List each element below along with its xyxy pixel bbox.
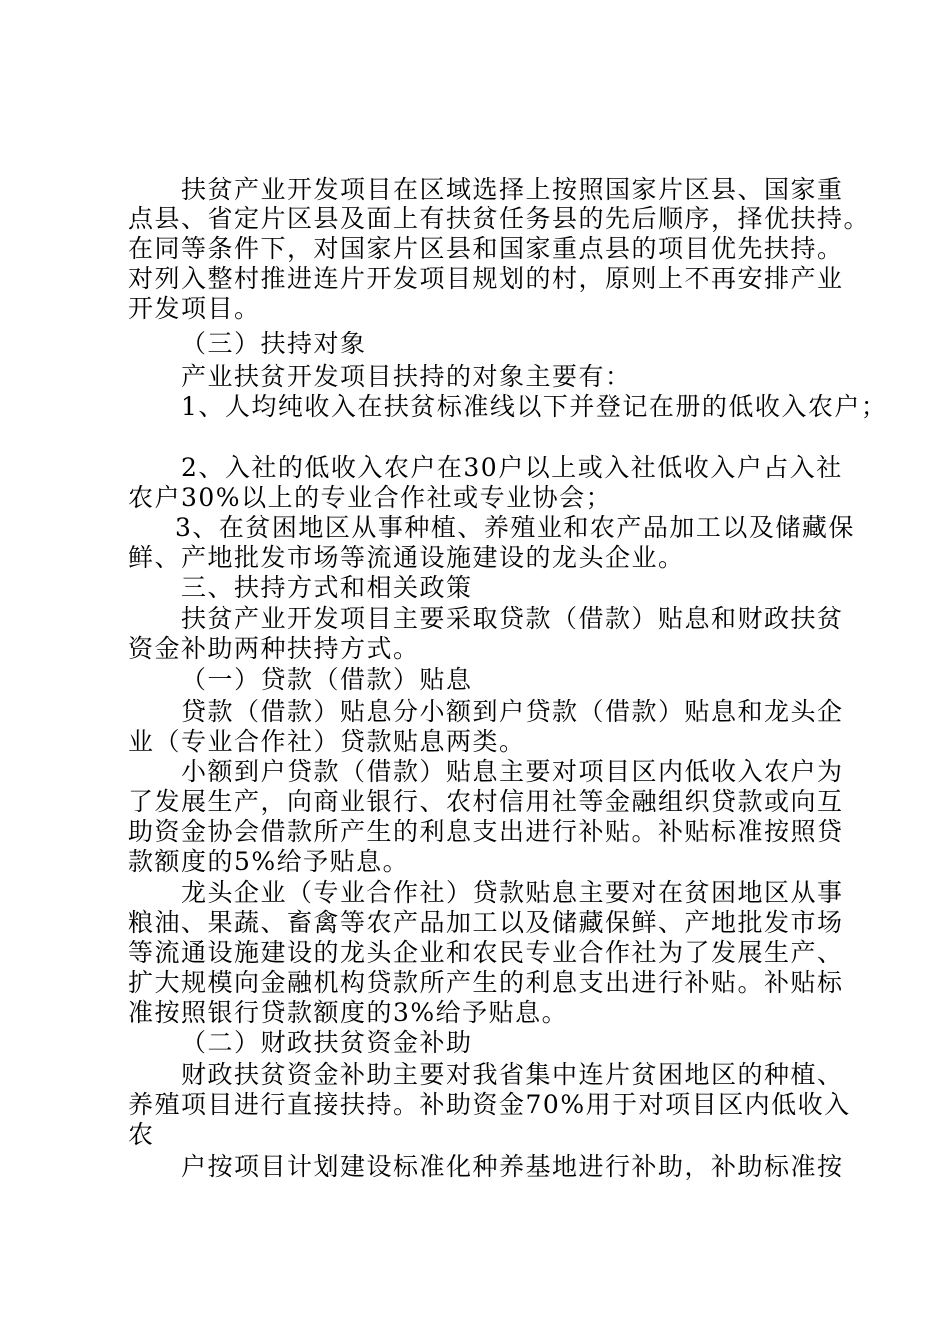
section-heading: （三）扶持对象 xyxy=(181,329,367,358)
text-line: 财政扶贫资金补助主要对我省集中连片贫困地区的种植、 xyxy=(181,1060,844,1089)
text-line: 款额度的5%给予贴息。 xyxy=(128,847,410,876)
text-line: 户按项目计划建设标准化种养基地进行补助，补助标准按 xyxy=(181,1152,844,1181)
text-line: 扩大规模向金融机构贷款所产生的利息支出进行补贴。补贴标 xyxy=(128,968,844,997)
text-line: 了发展生产，向商业银行、农村信用社等金融组织贷款或向互 xyxy=(128,787,844,816)
text-line: 准按照银行贷款额度的3%给予贴息。 xyxy=(128,998,569,1027)
text-line: 助资金协会借款所产生的利息支出进行补贴。补贴标准按照贷 xyxy=(128,817,844,846)
text-line: 在同等条件下，对国家片区县和国家重点县的项目优先扶持。 xyxy=(128,234,844,263)
text-line: 粮油、果蔬、畜禽等农产品加工以及储藏保鲜、产地批发市场 xyxy=(128,908,844,937)
text-line: 农户30%以上的专业合作社或专业协会； xyxy=(128,483,613,512)
text-line: 农 xyxy=(128,1120,155,1149)
text-line: 养殖项目进行直接扶持。补助资金70%用于对项目区内低收入 xyxy=(128,1090,851,1119)
text-line: 鲜、产地批发市场等流通设施建设的龙头企业。 xyxy=(128,543,685,572)
list-item: 1、人均纯收入在扶贫标准线以下并登记在册的低收入农户； xyxy=(181,392,888,421)
text-line: 业（专业合作社）贷款贴息两类。 xyxy=(128,727,526,756)
text-line: 小额到户贷款（借款）贴息主要对项目区内低收入农户为 xyxy=(181,757,844,786)
section-heading: （一）贷款（借款）贴息 xyxy=(181,665,473,694)
text-line: 点县、省定片区县及面上有扶贫任务县的先后顺序，择优扶持。 xyxy=(128,204,871,233)
text-line: 扶贫产业开发项目在区域选择上按照国家片区县、国家重 xyxy=(181,175,844,204)
text-line: 贷款（借款）贴息分小额到户贷款（借款）贴息和龙头企 xyxy=(181,697,844,726)
text-line: 龙头企业（专业合作社）贷款贴息主要对在贫困地区从事 xyxy=(181,878,844,907)
text-line: 扶贫产业开发项目主要采取贷款（借款）贴息和财政扶贫 xyxy=(181,604,844,633)
section-heading: （二）财政扶贫资金补助 xyxy=(181,1028,473,1057)
list-item: 3、在贫困地区从事种植、养殖业和农产品加工以及储藏保 xyxy=(175,513,855,542)
text-line: 对列入整村推进连片开发项目规划的村，原则上不再安排产业 xyxy=(128,264,844,293)
list-item: 2、入社的低收入农户在30户以上或入社低收入户占入社 xyxy=(181,453,843,482)
text-line: 开发项目。 xyxy=(128,294,261,323)
text-line: 资金补助两种扶持方式。 xyxy=(128,634,420,663)
section-heading: 三、扶持方式和相关政策 xyxy=(181,573,473,602)
text-line: 等流通设施建设的龙头企业和农民专业合作社为了发展生产、 xyxy=(128,938,844,967)
text-line: 产业扶贫开发项目扶持的对象主要有： xyxy=(181,362,632,391)
